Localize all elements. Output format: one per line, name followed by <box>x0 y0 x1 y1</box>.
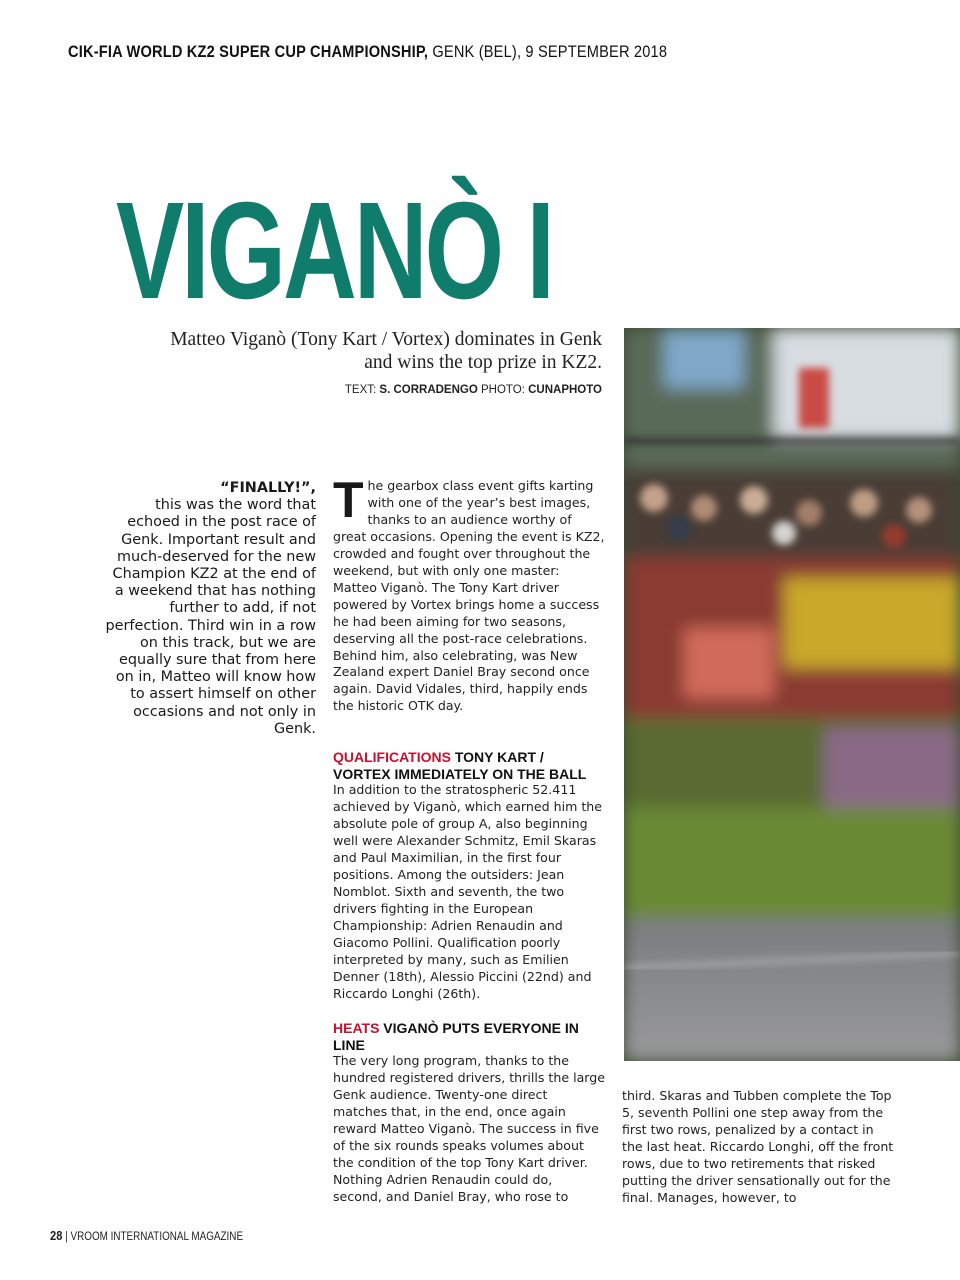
publication-name: | VROOM INTERNATIONAL MAGAZINE <box>62 1231 244 1243</box>
race-photo-image <box>624 328 960 1061</box>
text-author: S. CORRADENGO <box>379 384 478 396</box>
heats-section <box>333 1020 605 1206</box>
continuation-text: third. Skaras and Tubben complete the Top 5, seventh Pollini one step away from the first two rows, penalized by a contact in the last heat. Riccardo Longhi, off the front rows, due to two retirements that risked putting the driver sensationally out for the final. Manages, however, to <box>622 1088 894 1205</box>
intro-text: he gearbox class event gifts karting with one of the year’s best images, thanks to an audience worthy of great occasions. Opening the event is KZ2, crowded and fought over throughout the weekend, but with only one master: Matteo Viganò. The Tony Kart driver powered by Vortex brings home a success he had been aiming for two seasons, deserving all the post-race celebrations. Behind him, also celebrating, was New Zealand expert Daniel Bray second once again. David Vidales, third, happily ends the historic OTK day. <box>333 478 605 714</box>
drop-cap: T <box>333 472 364 528</box>
pull-quote <box>100 480 316 738</box>
page-number: 28 <box>50 1228 63 1243</box>
event-name: CIK-FIA WORLD KZ2 SUPER CUP CHAMPIONSHIP, <box>68 42 429 61</box>
heats-text: The very long program, thanks to the hundred registered drivers, thrills the large Genk audience. Twenty-one direct matches that, in the end, once again reward Matteo Viganò. The success in five of the six rounds speaks volumes about the condition of the top Tony Kart driver. Nothing Adrien Renaudin could do, second, and Daniel Bray, who rose to <box>333 1053 605 1204</box>
heats-keyword: HEATS <box>333 1020 380 1036</box>
qualifications-keyword: QUALIFICATIONS <box>333 749 451 765</box>
headline: VIGANÒ I <box>116 174 552 328</box>
qualifications-title: TONY KART / VORTEX IMMEDIATELY ON THE BALL <box>333 749 587 782</box>
heats-title: VIGANÒ PUTS EVERYONE IN LINE <box>333 1020 579 1053</box>
page-footer <box>50 1228 243 1243</box>
running-header <box>68 42 667 62</box>
intro-paragraph <box>333 472 605 715</box>
heats-heading <box>333 1020 605 1053</box>
qualifications-section <box>333 749 605 1003</box>
text-label: TEXT: <box>344 384 380 396</box>
race-photo <box>624 328 960 1061</box>
photo-label: PHOTO: <box>477 384 529 396</box>
qualifications-text: In addition to the stratospheric 52.411 achieved by Viganò, which earned him the absolute pole of group A, also beginning well were Alexander Schmitz, Emil Skaras and Paul Maximilian, in the first four positions. Among the outsiders: Jean Nomblot. Sixth and seventh, the two drivers fighting in the European Championship: Adrien Renaudin and Giacomo Pollini. Qualification poorly interpreted by many, such as Emilien Denner (18th), Alessio Piccini (22nd) and Riccardo Longhi (26th). <box>333 782 603 1001</box>
credits <box>250 384 602 396</box>
qualifications-heading <box>333 749 605 782</box>
photo-author: CUNAPHOTO <box>528 384 602 396</box>
pull-quote-body: this was the word that echoed in the post race of Genk. Important result and much-deserved for the new Champion KZ2 at the end of a weekend that has nothing further to add, if not perfection. Third win in a row on this track, but we are equally sure that from here on in, Matteo will know how to assert himself on other occasions and not only in Genk. <box>105 497 316 737</box>
event-place-date: GENK (BEL), 9 SEPTEMBER 2018 <box>428 42 668 61</box>
subtitle: Matteo Viganò (Tony Kart / Vortex) dominates in Genk and wins the top prize in KZ2. <box>170 329 602 373</box>
pull-quote-lead: “FINALLY!”, <box>220 480 316 496</box>
